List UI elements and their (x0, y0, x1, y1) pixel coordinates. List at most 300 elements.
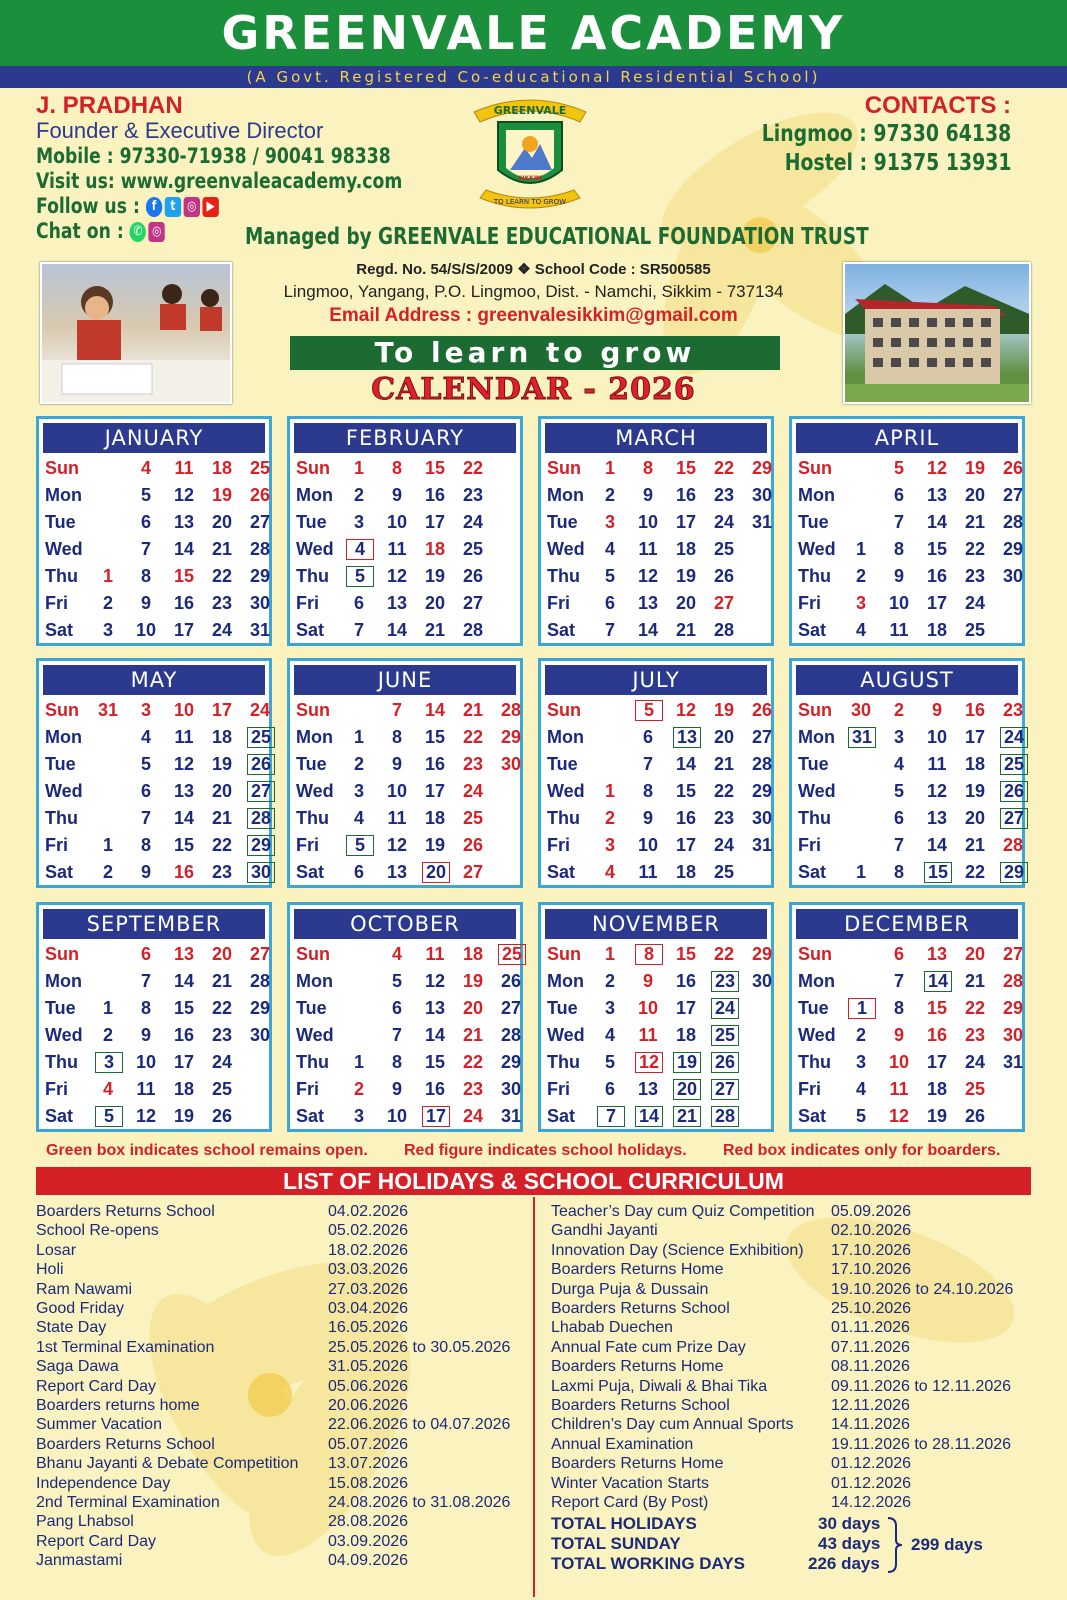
day-cell: 21 (462, 700, 484, 720)
weekday-row (541, 563, 771, 590)
chat-label: Chat on : (36, 219, 124, 243)
day-cell: 2 (353, 754, 364, 774)
weekday-label: Sat (45, 620, 74, 640)
day-cell: 8 (140, 566, 151, 586)
day-cell: 9 (391, 754, 402, 774)
month-july (538, 658, 774, 888)
weekday-row (792, 1076, 1022, 1103)
day-cell: 29 (247, 835, 275, 856)
day-cell: 25 (713, 539, 735, 559)
weekday-row (792, 509, 1022, 536)
weekday-row (541, 590, 771, 617)
day-cell: 1 (604, 458, 615, 478)
day-cell: 21 (964, 512, 986, 532)
day-cell: 23 (713, 485, 735, 505)
weekday-row (39, 482, 269, 509)
day-cell: 23 (211, 1025, 233, 1045)
day-cell: 4 (855, 1079, 866, 1099)
day-cell: 11 (425, 944, 445, 964)
day-cell: 6 (391, 998, 402, 1018)
whatsapp-icon[interactable]: ✆ (130, 222, 146, 242)
weekday-row (541, 1022, 771, 1049)
day-cell: 15 (424, 1052, 446, 1072)
day-cell: 23 (211, 593, 233, 613)
weekday-label: Sun (296, 700, 330, 720)
day-cell: 9 (391, 485, 402, 505)
contact-hostel: Hostel : 91375 13931 (784, 150, 1011, 176)
day-cell: 12 (926, 781, 948, 801)
day-cell: 27 (249, 512, 271, 532)
day-cell: 22 (713, 944, 735, 964)
holiday-date: 24.08.2026 to 31.08.2026 (328, 1494, 511, 1511)
holiday-name: Independence Day (36, 1474, 171, 1492)
day-cell: 19 (424, 835, 446, 855)
weekday-label: Fri (547, 593, 571, 613)
managed-by: Managed by GREENVALE EDUCATIONAL FOUNDATION TRUST (245, 224, 869, 250)
weekday-label: Wed (45, 1025, 83, 1045)
day-cell: 22 (462, 1052, 484, 1072)
day-cell: 1 (102, 835, 113, 855)
day-cell: 18 (964, 754, 986, 774)
email-address[interactable]: Email Address : greenvalesikkim@gmail.com (329, 305, 738, 326)
day-cell: 28 (247, 808, 275, 829)
day-cell: 28 (462, 620, 484, 640)
weekday-row (541, 805, 771, 832)
month-title: DECEMBER (796, 909, 1018, 939)
weekday-label: Wed (547, 1025, 585, 1045)
day-cell: 6 (893, 485, 904, 505)
weekday-row (39, 1076, 269, 1103)
day-cell: 14 (386, 620, 408, 640)
day-cell: 7 (391, 700, 402, 720)
day-cell: 17 (675, 998, 697, 1018)
holiday-date: 02.10.2026 (831, 1222, 912, 1240)
holiday-name: Annual Examination (551, 1435, 694, 1453)
holiday-name: Teacher’s Day cum Quiz Competition (551, 1203, 815, 1220)
day-cell: 18 (926, 620, 948, 640)
holiday-name: Durga Puja & Dussain (551, 1280, 709, 1298)
day-cell: 27 (249, 944, 271, 964)
weekday-row (290, 805, 520, 832)
holiday-name: Good Friday (36, 1300, 125, 1317)
day-cell: 27 (462, 593, 484, 613)
day-cell: 12 (424, 971, 446, 991)
holiday-date: 09.11.2026 to 12.11.2026 (831, 1377, 1012, 1395)
day-cell: 22 (462, 727, 484, 747)
day-cell: 4 (604, 539, 615, 559)
month-title: SEPTEMBER (43, 909, 265, 939)
weekday-label: Wed (547, 781, 585, 801)
day-cell: 23 (462, 754, 484, 774)
day-cell: 5 (95, 1106, 123, 1127)
weekday-label: Fri (798, 593, 822, 613)
weekday-label: Thu (547, 1052, 580, 1072)
day-cell: 27 (462, 862, 484, 882)
month-february (287, 416, 523, 646)
day-cell: 24 (711, 998, 739, 1019)
day-cell: 28 (751, 754, 773, 774)
day-cell: 26 (462, 566, 484, 586)
day-cell: 10 (926, 727, 948, 747)
day-cell: 13 (637, 1079, 659, 1099)
holiday-date: 01.11.2026 (831, 1319, 910, 1337)
day-cell: 31 (97, 700, 119, 720)
day-cell: 14 (924, 971, 952, 992)
day-cell: 7 (642, 754, 653, 774)
holiday-date: 01.12.2026 (831, 1474, 912, 1492)
day-cell: 5 (140, 485, 151, 505)
instagram-icon[interactable]: ◎ (149, 222, 165, 242)
day-cell: 17 (675, 835, 697, 855)
day-cell: 21 (424, 620, 446, 640)
day-cell: 31 (751, 835, 773, 855)
weekday-label: Sun (547, 458, 581, 478)
day-cell: 8 (391, 727, 402, 747)
day-cell: 29 (751, 944, 773, 964)
day-cell: 11 (638, 1025, 658, 1045)
legend-redbox: Red box indicates only for boarders. (723, 1142, 1001, 1159)
day-cell: 2 (102, 862, 113, 882)
weekday-label: Sat (296, 1106, 325, 1126)
day-cell: 12 (888, 1106, 910, 1126)
day-cell: 25 (462, 808, 484, 828)
weekday-label: Sat (547, 620, 576, 640)
contact-lingmoo: Lingmoo : 97330 64138 (761, 121, 1011, 147)
month-title: JULY (545, 665, 767, 695)
school-name: GREENVALE ACADEMY (0, 0, 1067, 66)
day-cell: 23 (211, 862, 233, 882)
month-title: AUGUST (796, 665, 1018, 695)
day-cell: 7 (140, 808, 151, 828)
day-cell: 4 (140, 458, 151, 478)
chat-on (36, 219, 167, 243)
day-cell: 8 (635, 944, 663, 965)
day-cell: 8 (140, 835, 151, 855)
day-cell: 29 (500, 727, 522, 747)
weekday-label: Fri (296, 835, 320, 855)
weekday-label: Fri (798, 835, 822, 855)
day-cell: 10 (888, 593, 910, 613)
day-cell: 15 (926, 998, 948, 1018)
day-cell: 21 (964, 971, 986, 991)
holiday-date: 20.06.2026 (328, 1397, 409, 1414)
weekday-row (541, 482, 771, 509)
holiday-date: 19.11.2026 to 28.11.2026 (831, 1435, 1012, 1453)
day-cell: 18 (675, 862, 697, 882)
weekday-row (541, 859, 771, 886)
day-cell: 20 (964, 808, 986, 828)
weekday-label: Tue (798, 998, 829, 1018)
month-title: JANUARY (43, 423, 265, 453)
month-may (36, 658, 272, 888)
day-cell: 26 (713, 566, 735, 586)
day-cell: 2 (855, 566, 866, 586)
holiday-name: Children’s Day cum Annual Sports (551, 1416, 794, 1434)
day-cell: 23 (462, 1079, 484, 1099)
school-logo (470, 92, 590, 220)
day-cell: 6 (140, 512, 151, 532)
day-cell: 10 (888, 1052, 910, 1072)
holiday-date: 03.09.2026 (328, 1532, 409, 1550)
weekday-row (541, 455, 771, 482)
weekday-label: Fri (547, 835, 571, 855)
weekday-label: Wed (296, 781, 334, 801)
day-cell: 25 (711, 1025, 739, 1046)
day-cell: 20 (673, 1079, 701, 1100)
weekday-label: Mon (296, 971, 333, 991)
weekday-label: Sun (45, 700, 79, 720)
day-cell: 31 (249, 620, 271, 640)
address: Lingmoo, Yangang, P.O. Lingmoo, Dist. - Namchi, Sikkim - 737134 (283, 282, 784, 301)
day-cell: 3 (353, 1106, 364, 1126)
follow-label: Follow us : (36, 194, 140, 218)
day-cell: 3 (893, 727, 904, 747)
day-cell: 15 (424, 727, 446, 747)
holiday-name: Annual Fate cum Prize Day (551, 1338, 746, 1356)
day-cell: 8 (642, 781, 653, 801)
weekday-row (541, 617, 771, 644)
weekday-label: Wed (547, 539, 585, 559)
day-cell: 26 (211, 1106, 233, 1126)
weekday-label: Mon (45, 971, 82, 991)
facebook-icon[interactable]: f (146, 197, 162, 217)
weekday-row (541, 995, 771, 1022)
day-cell: 18 (675, 539, 697, 559)
weekday-label: Sat (45, 1106, 74, 1126)
school-motto: To learn to grow (290, 336, 780, 370)
weekday-label: Thu (296, 1052, 329, 1072)
day-cell: 28 (1002, 971, 1024, 991)
weekday-label: Tue (798, 512, 829, 532)
holiday-date: 17.10.2026 (831, 1261, 912, 1279)
holiday-date: 25.10.2026 (831, 1300, 912, 1317)
holiday-date: 04.02.2026 (328, 1203, 409, 1220)
holiday-name: Boarders Returns Home (551, 1455, 724, 1473)
day-cell: 27 (713, 593, 735, 613)
day-cell: 16 (926, 566, 948, 586)
weekday-row (39, 697, 269, 724)
holiday-name: Boarders Returns School (36, 1435, 215, 1453)
holiday-name: Report Card Day (36, 1377, 157, 1395)
day-cell: 6 (642, 727, 653, 747)
day-cell: 5 (604, 1052, 615, 1072)
day-cell: 25 (964, 1079, 986, 1099)
holiday-name: Pang Lhabsol (36, 1513, 134, 1531)
weekday-row (541, 751, 771, 778)
day-cell: 19 (424, 566, 446, 586)
day-cell: 7 (893, 971, 904, 991)
holiday-list-title: LIST OF HOLIDAYS & SCHOOL CURRICULUM (36, 1167, 1031, 1195)
logo-top-text: GREENVALE (493, 104, 567, 117)
weekday-label: Thu (547, 566, 580, 586)
day-cell: 12 (635, 1052, 663, 1073)
weekday-label: Mon (45, 485, 82, 505)
day-cell: 22 (211, 566, 233, 586)
day-cell: 28 (500, 1025, 522, 1045)
weekday-label: Wed (296, 1025, 334, 1045)
holiday-name: Saga Dawa (36, 1358, 119, 1376)
day-cell: 21 (713, 754, 735, 774)
weekday-row (541, 536, 771, 563)
holiday-date: 07.11.2026 (831, 1338, 910, 1356)
day-cell: 20 (422, 862, 450, 883)
day-cell: 5 (893, 458, 904, 478)
day-cell: 9 (642, 485, 653, 505)
weekday-row (290, 859, 520, 886)
total-sum-value: 299 days (911, 1535, 983, 1554)
day-cell: 25 (211, 1079, 233, 1099)
day-cell: 17 (964, 727, 986, 747)
weekday-row (792, 1022, 1022, 1049)
day-cell: 13 (424, 998, 446, 1018)
weekday-label: Mon (296, 727, 333, 747)
twitter-icon[interactable]: t (165, 197, 181, 217)
day-cell: 14 (637, 620, 659, 640)
calendar-title: CALENDAR - 2026 (371, 372, 696, 407)
total-holidays-label: TOTAL HOLIDAYS (551, 1514, 697, 1533)
day-cell: 5 (346, 835, 374, 856)
holiday-date: 05.02.2026 (328, 1222, 409, 1240)
holiday-name: Laxmi Puja, Diwali & Bhai Tika (551, 1377, 768, 1395)
day-cell: 15 (926, 539, 948, 559)
logo-center-text: SIKKIM (517, 175, 543, 182)
weekday-label: Tue (547, 754, 578, 774)
youtube-icon[interactable]: ▶ (202, 197, 218, 217)
weekday-row (792, 697, 1022, 724)
day-cell: 7 (893, 835, 904, 855)
day-cell: 20 (211, 781, 233, 801)
day-cell: 15 (424, 458, 446, 478)
day-cell: 20 (211, 944, 233, 964)
weekday-label: Tue (547, 512, 578, 532)
day-cell: 22 (462, 458, 484, 478)
day-cell: 1 (604, 781, 615, 801)
day-cell: 4 (855, 620, 866, 640)
day-cell: 29 (1002, 998, 1024, 1018)
weekday-label: Sat (296, 620, 325, 640)
day-cell: 30 (500, 1079, 522, 1099)
day-cell: 1 (102, 998, 113, 1018)
day-cell: 20 (675, 593, 697, 613)
day-cell: 6 (893, 944, 904, 964)
day-cell: 24 (211, 620, 233, 640)
day-cell: 19 (173, 1106, 195, 1126)
day-cell: 13 (386, 862, 408, 882)
day-cell: 13 (926, 808, 948, 828)
weekday-row (792, 832, 1022, 859)
day-cell: 19 (675, 566, 697, 586)
day-cell: 25 (462, 539, 484, 559)
month-april (789, 416, 1025, 646)
day-cell: 25 (713, 862, 735, 882)
day-cell: 28 (713, 620, 735, 640)
holiday-date: 01.12.2026 (831, 1455, 912, 1473)
day-cell: 31 (848, 727, 876, 748)
day-cell: 1 (102, 566, 113, 586)
instagram-icon[interactable]: ◎ (184, 197, 200, 217)
day-cell: 26 (500, 971, 522, 991)
holiday-name: Losar (36, 1241, 77, 1259)
weekday-label: Mon (547, 485, 584, 505)
day-cell: 10 (637, 835, 659, 855)
day-cell: 23 (713, 808, 735, 828)
day-cell: 22 (713, 458, 735, 478)
holiday-name: Winter Vacation Starts (551, 1474, 709, 1492)
weekday-row (39, 455, 269, 482)
day-cell: 9 (140, 1025, 151, 1045)
holiday-name: Boarders Returns Home (551, 1261, 724, 1279)
weekday-label: Mon (798, 727, 835, 747)
day-cell: 3 (95, 1052, 123, 1073)
day-cell: 5 (604, 566, 615, 586)
day-cell: 17 (675, 512, 697, 532)
day-cell: 6 (353, 593, 364, 613)
day-cell: 7 (353, 620, 364, 640)
day-cell: 14 (173, 971, 195, 991)
weekday-row (792, 617, 1022, 644)
day-cell: 11 (638, 539, 658, 559)
weekday-label: Sun (547, 944, 581, 964)
day-cell: 13 (173, 944, 195, 964)
day-cell: 19 (673, 1052, 701, 1073)
weekday-row (39, 941, 269, 968)
day-cell: 28 (249, 539, 271, 559)
day-cell: 16 (675, 485, 697, 505)
weekday-row (290, 536, 520, 563)
day-cell: 5 (391, 971, 402, 991)
weekday-label: Sat (798, 620, 827, 640)
month-november (538, 902, 774, 1132)
day-cell: 2 (353, 1079, 364, 1099)
day-cell: 9 (642, 808, 653, 828)
day-cell: 24 (462, 781, 484, 801)
holiday-name: Bhanu Jayanti & Debate Competition (36, 1455, 299, 1473)
holiday-date: 16.05.2026 (328, 1319, 409, 1337)
weekday-label: Thu (547, 808, 580, 828)
day-cell: 21 (211, 539, 233, 559)
weekday-row (39, 563, 269, 590)
weekday-label: Tue (296, 512, 327, 532)
holiday-name: Janmastami (36, 1552, 123, 1570)
day-cell: 26 (247, 754, 275, 775)
day-cell: 17 (422, 1106, 450, 1127)
weekday-row (290, 995, 520, 1022)
weekday-label: Sun (45, 458, 79, 478)
day-cell: 25 (249, 458, 271, 478)
day-cell: 12 (173, 485, 195, 505)
month-august (789, 658, 1025, 888)
day-cell: 22 (964, 539, 986, 559)
weekday-row (792, 805, 1025, 832)
day-cell: 9 (140, 862, 151, 882)
weekday-label: Mon (296, 485, 333, 505)
day-cell: 19 (964, 781, 986, 801)
day-cell: 9 (642, 971, 653, 991)
holiday-name: Report Card (By Post) (551, 1494, 709, 1511)
holiday-date: 22.06.2026 to 04.07.2026 (328, 1416, 511, 1434)
legend-green: Green box indicates school remains open. (46, 1142, 368, 1159)
day-cell: 9 (391, 1079, 402, 1099)
day-cell: 11 (387, 539, 407, 559)
day-cell: 24 (249, 700, 271, 720)
day-cell: 2 (102, 593, 113, 613)
day-cell: 6 (140, 781, 151, 801)
day-cell: 11 (136, 1079, 156, 1099)
day-cell: 1 (604, 944, 615, 964)
day-cell: 29 (500, 1052, 522, 1072)
day-cell: 9 (893, 566, 904, 586)
website-link[interactable]: Visit us: www.greenvaleacademy.com (36, 169, 403, 193)
